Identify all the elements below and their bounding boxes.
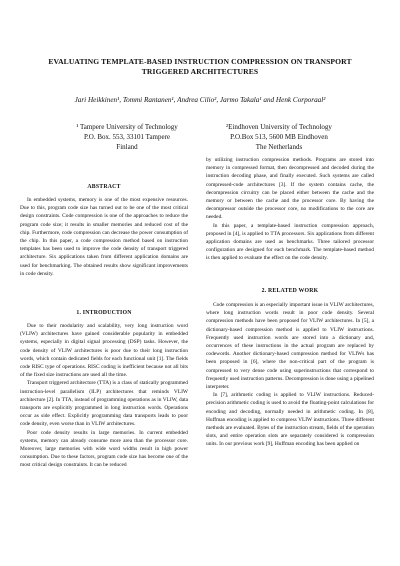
abstract-heading: ABSTRACT xyxy=(87,184,121,190)
introduction-body xyxy=(20,322,188,470)
right-column-top xyxy=(206,156,374,263)
paragraph: Code compression is an especially important issue in VLIW architectures, where long instruction words result in poor code density. Several compression methods have been proposed for VLIW architectures. In [5], a dictionary-based compression method is applied to VLIW instructions. Frequently used instruction words are stored into a dictionary and, occurrences of these instructions in the actual program are replaced by codewords. Another dictionary-based compression method for VLIWs has been proposed in [6], where the non-critical part of the program is compressed to very dense code using superinstructions that correspond to frequently used instruction patterns. Decompression is done using a pipelined interpreter. xyxy=(206,302,374,391)
affiliation-2 xyxy=(204,122,354,152)
paper-title: EVALUATING TEMPLATE-BASED INSTRUCTION COMPRESSION ON TRANSPORT TRIGGERED ARCHITECTURES xyxy=(48,57,352,76)
related-work-heading: 2. RELATED WORK xyxy=(261,288,319,294)
affiliation-line: ²Eindhoven University of Technology xyxy=(226,123,332,131)
paragraph: Poor code density results in large memories. In current embedded systems, memory can already consume more area than the processor core. Moreover, large memories with wide word widths result in high power consumption. Due to these factors, program code size has become one of the most critical design constraints. It can be reduced xyxy=(20,429,188,469)
paragraph: by utilizing instruction compression methods. Programs are stored into memory in compressed format, then decompressed and decoded during the instruction decoding phase, and finally executed. Such systems are called compressed-code architectures [3]. If the system contains cache, the decompression circuitry can be placed either between the cache and the memory or between the cache and the processor core. By having the decompressor outside the processor core, no modifications to the core are needed. xyxy=(206,157,374,221)
affiliation-line: ¹ Tampere University of Technology xyxy=(76,123,178,131)
affiliation-1 xyxy=(52,122,202,152)
paragraph: Transport triggered architecture (TTA) is a class of statically programmed instruction-level parallelism (ILP) architectures that reminds VLIW architecture [2]. In TTA, instead of programming operations as in VLIW, data transports are explicitly programmed in long instruction words. Operations occur as side effect. Explicitly programming data transports leads to poor code density, even worse than in VLIW architectures. xyxy=(20,380,188,428)
affiliation-line: The Netherlands xyxy=(255,143,303,151)
introduction-heading: 1. INTRODUCTION xyxy=(76,310,132,316)
paragraph: In [7], arithmetic coding is applied to VLIW instructions. Reduced-precision arithmetic coding is used to avoid the floating-point calculations for encoding and decoding, normally needed in arithmetic coding. In [8], Huffman encoding is applied to compress VLIW instructions. Three different methods are evaluated. Bytes of the instruction stream, fields of the operation slots, and entire operation slots are separately considered is compression units. In our previous work [9], Huffman encoding has been applied on xyxy=(206,392,374,448)
abstract-text: In embedded systems, memory is one of the most expensive resources. Due to this, program code size has turned out to be one of the most critical design constraints. Code compression is one of the approaches to reduce the program code size; it results in smaller memories and reduced cost of the chip. Furthermore, code compression can decrease the power consumption of the chip. In this paper, a code compression method based on instruction templates has been used to improve the code density of transport triggered architecture. Six applications taken from different application domains are used for benchmarking. The obtained results show significant improvements in code density. xyxy=(20,197,188,277)
paragraph: In this paper, a template-based instruction compression approach, proposed in [4], is applied to TTA processors. Six applications from different application domains are used as benchmarks. Three tailored processor configuration are designed for each benchmark. The template-based method is then applied to evaluate the effect on the code density. xyxy=(206,222,374,262)
related-work-body xyxy=(206,301,374,449)
paragraph: Due to their modularity and scalability, very long instruction word (VLIW) architectures have gained considerable popularity in embedded systems, especially in digital signal processing (DSP) tasks. However, the code density of VLIW architectures is poor due to their long instruction words, which contain dedicated fields for each functional unit [1]. The fields code RISC type of operations. RISC coding is inefficient because not all bits of the fixed size instructions are used all the time. xyxy=(20,323,188,379)
affiliation-line: Finland xyxy=(116,143,138,151)
affiliation-line: P.O. Box. 553, 33101 Tampere xyxy=(83,133,171,141)
abstract-body xyxy=(20,196,188,278)
affiliation-line: P.O.Box 513, 5600 MB Eindhoven xyxy=(230,133,328,141)
author-list: Jari Heikkinen¹, Tommi Rantanen¹, Andrea Cilio², Jarmo Takala¹ and Henk Corporaal² xyxy=(74,96,326,104)
